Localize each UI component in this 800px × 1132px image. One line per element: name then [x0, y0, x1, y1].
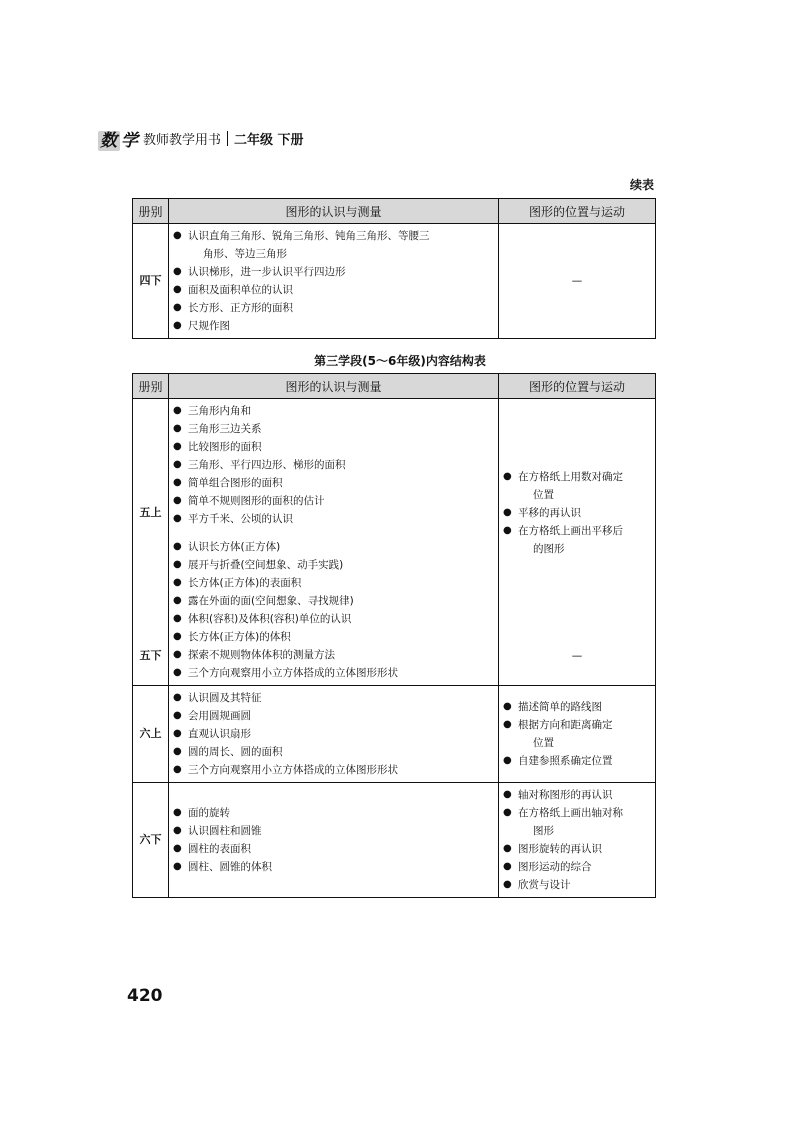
list-item: [173, 510, 494, 528]
table-title: 第三学段(5～6年级)内容结构表: [314, 354, 486, 368]
measurement-cell: [169, 783, 499, 898]
list-item: [173, 804, 494, 822]
list-item: [173, 743, 494, 761]
list-item: [173, 456, 494, 474]
page-number: 420: [127, 986, 163, 1006]
list-item: [173, 707, 494, 725]
list-item-text: ● 探索不规则物体体积的测量方法: [188, 649, 335, 661]
column-header-measurement: 图形的认识与测量: [169, 199, 499, 224]
position-list: [503, 698, 651, 770]
list-item-text: ● 描述简单的路线图: [518, 701, 602, 713]
list-spacer: [173, 528, 494, 538]
continued-label: 续表: [629, 178, 654, 192]
list-item: [503, 468, 651, 504]
list-item-text: ● 三角形三边关系: [188, 423, 262, 435]
list-item: [503, 804, 651, 840]
list-item: [503, 698, 651, 716]
list-item: [173, 227, 494, 263]
book-subtitle: 教师教学用书: [143, 133, 222, 148]
table-header-row: [133, 199, 656, 224]
header-divider: [227, 131, 228, 146]
position-cell: —: [499, 627, 656, 685]
list-item-text: ● 圆柱、圆锥的体积: [188, 861, 272, 873]
table-row: [133, 399, 656, 628]
list-item-text: ● 认识直角三角形、锐角三角形、钝角三角形、等腰三: [188, 230, 430, 242]
logo-char-2: 学: [121, 131, 139, 151]
volume-cell: 五上: [133, 399, 169, 628]
list-item-text: ● 自建参照系确定位置: [518, 755, 613, 767]
list-item-text: 的图形: [533, 543, 565, 556]
measurement-list: [173, 402, 494, 528]
list-item-text: 位置: [533, 489, 554, 502]
list-item-text: ● 展开与折叠(空间想象、动手实践): [188, 559, 344, 571]
list-item-text: ● 在方格纸上用数对确定: [518, 471, 623, 484]
table-row: [133, 224, 656, 339]
position-cell: [499, 686, 656, 783]
list-item: [503, 858, 651, 876]
list-item-text: ● 认识长方体(正方体): [188, 541, 281, 553]
content-table-continued: [132, 198, 656, 339]
list-item: [503, 716, 651, 752]
list-item: [173, 474, 494, 492]
list-item-text: ● 面积及面积单位的认识: [188, 284, 293, 296]
measurement-cell: [169, 399, 499, 686]
measurement-list: [173, 538, 494, 682]
math-logo: [98, 126, 139, 151]
content-table-stage3: [132, 373, 656, 898]
list-item: [173, 840, 494, 858]
list-item: [503, 786, 651, 804]
list-item: [173, 281, 494, 299]
table-header-row: [133, 374, 656, 399]
list-item: [173, 299, 494, 317]
measurement-cell: [169, 686, 499, 783]
list-item-text: ● 长方体(正方体)的表面积: [188, 577, 302, 589]
table-row: [133, 783, 656, 898]
measurement-list: [173, 689, 494, 779]
column-header-position: 图形的位置与运动: [499, 374, 656, 399]
measurement-list: [173, 804, 494, 876]
position-cell: —: [499, 224, 656, 339]
list-item: [173, 646, 494, 664]
list-item: [173, 689, 494, 707]
list-item: [173, 725, 494, 743]
list-item: [173, 858, 494, 876]
list-item-text: ● 比较图形的面积: [188, 441, 262, 453]
list-item: [503, 522, 651, 558]
list-item-text: ● 长方体(正方体)的体积: [188, 631, 291, 643]
list-item: [173, 822, 494, 840]
list-item-text: ● 简单不规则图形的面积的估计: [188, 495, 325, 507]
volume-cell: 六上: [133, 686, 169, 783]
list-item-text: ● 圆柱的表面积: [188, 843, 251, 855]
list-item-text: ● 轴对称图形的再认识: [518, 789, 613, 801]
column-header-measurement: 图形的认识与测量: [169, 374, 499, 399]
list-item-text: ● 尺规作图: [188, 320, 230, 332]
list-item-text: ● 认识圆柱和圆锥: [188, 825, 262, 837]
list-item-text: ● 在方格纸上画出平移后: [518, 525, 623, 538]
list-item-text: ● 简单组合图形的面积: [188, 477, 283, 489]
list-item-text: ● 面的旋转: [188, 807, 230, 819]
measurement-cell: [169, 224, 499, 339]
position-cell: [499, 783, 656, 898]
list-item: [173, 317, 494, 335]
list-item: [173, 438, 494, 456]
list-item: [173, 761, 494, 779]
list-item: [173, 556, 494, 574]
list-item-text: 角形、等边三角形: [203, 248, 287, 260]
list-item-text: ● 会用圆规画圆: [188, 710, 251, 722]
volume-cell: 六下: [133, 783, 169, 898]
grade-label: 二年级 下册: [234, 133, 304, 148]
table-row: [133, 686, 656, 783]
list-item-text: ● 体积(容积)及体积(容积)单位的认识: [188, 613, 352, 625]
list-item-text: ● 认识圆及其特征: [188, 692, 262, 704]
list-item: [173, 592, 494, 610]
list-item: [503, 752, 651, 770]
running-header: [98, 126, 304, 151]
list-item: [503, 504, 651, 522]
list-item-text: ● 长方形、正方形的面积: [188, 302, 293, 314]
list-item-text: ● 三个方向观察用小立方体搭成的立体图形形状: [188, 764, 398, 776]
list-item: [173, 574, 494, 592]
position-cell: [499, 399, 656, 628]
column-header-position: 图形的位置与运动: [499, 199, 656, 224]
list-item-text: 位置: [533, 737, 554, 749]
logo-char-1: 数: [100, 131, 118, 151]
list-item-text: ● 平方千米、公顷的认识: [188, 513, 293, 525]
list-item: [173, 420, 494, 438]
volume-cell: 四下: [133, 224, 169, 339]
position-list: [503, 468, 651, 558]
list-item: [173, 628, 494, 646]
column-header-volume: 册别: [133, 374, 169, 399]
list-item-text: ● 直观认识扇形: [188, 728, 251, 740]
list-item: [173, 263, 494, 281]
list-item: [173, 664, 494, 682]
list-item-text: ● 露在外面的面(空间想象、寻找规律): [188, 595, 354, 607]
list-item-text: ● 根据方向和距离确定: [518, 719, 613, 731]
column-header-volume: 册别: [133, 199, 169, 224]
list-item-text: ● 三角形内角和: [188, 405, 251, 417]
position-list: [503, 786, 651, 894]
list-item-text: ● 图形运动的综合: [518, 861, 592, 873]
list-item-text: ● 欣赏与设计: [518, 879, 571, 891]
list-item: [173, 538, 494, 556]
list-item-text: ● 图形旋转的再认识: [518, 843, 602, 855]
list-item: [173, 402, 494, 420]
list-item-text: 图形: [533, 825, 554, 837]
measurement-list: [173, 227, 494, 335]
list-item: [503, 840, 651, 858]
list-item-text: ● 三个方向观察用小立方体搭成的立体图形形状: [188, 667, 398, 679]
list-item-text: ● 三角形、平行四边形、梯形的面积: [188, 459, 346, 471]
list-item-text: ● 在方格纸上画出轴对称: [518, 807, 623, 819]
list-item-text: ● 圆的周长、圆的面积: [188, 746, 283, 758]
list-item-text: ● 认识梯形，进一步认识平行四边形: [188, 266, 346, 278]
list-item: [503, 876, 651, 894]
list-item: [173, 492, 494, 510]
volume-cell: 五下: [133, 627, 169, 685]
list-item-text: ● 平移的再认识: [518, 507, 581, 520]
list-item: [173, 610, 494, 628]
